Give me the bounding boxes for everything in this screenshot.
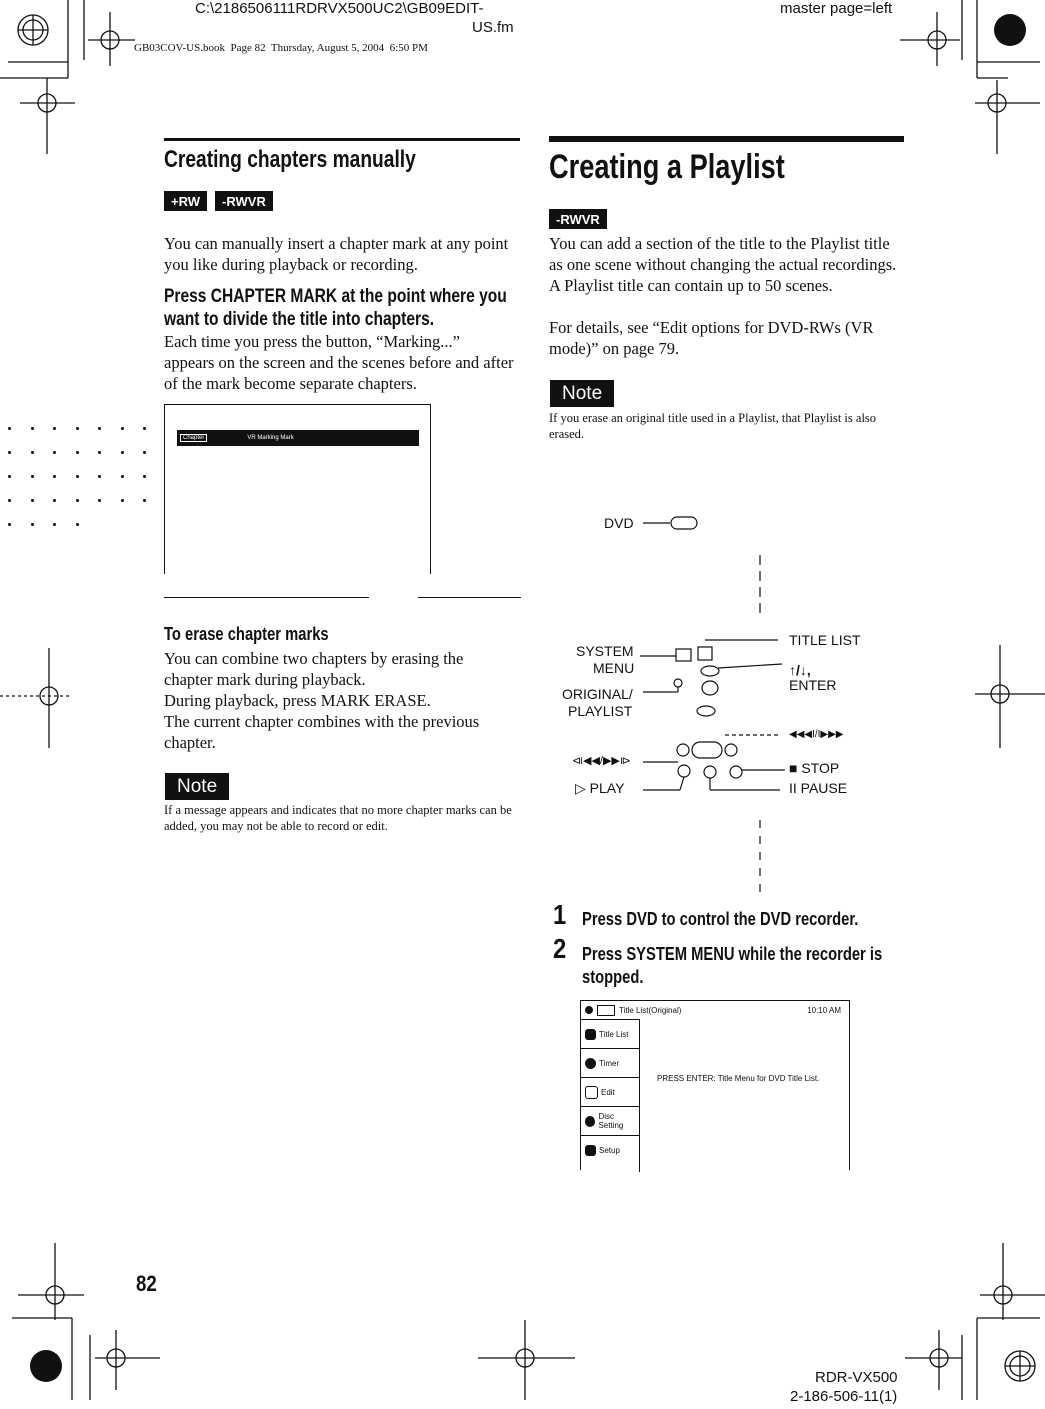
right-heading-rule xyxy=(549,136,904,142)
menu-item-timer-label: Timer xyxy=(599,1058,620,1068)
erase-body-3: The current chapter combines with the previous chapter. xyxy=(164,712,480,752)
right-intro-1: You can add a section of the title to the Playlist title as one scene without changing the actual recordings. A Playlist title can contain up to 50 scenes. xyxy=(549,234,897,295)
menu-label: MENU xyxy=(593,660,635,676)
setup-icon xyxy=(585,1145,596,1156)
system-menu-screen xyxy=(580,1000,850,1170)
marking-screen xyxy=(164,404,431,574)
original-label: ORIGINAL/ xyxy=(562,686,633,702)
step-1-text: Press DVD to control the DVD recorder. xyxy=(582,909,859,929)
step-2-text: Press SYSTEM MENU while the recorder is stopped. xyxy=(582,944,883,987)
erase-body-1: You can combine two chapters by erasing the chapter mark during playback. xyxy=(164,649,464,689)
menu-item-edit[interactable] xyxy=(581,1078,639,1107)
step-2-number: 2 xyxy=(553,933,567,964)
badge-rw-vr-right: -RWVR xyxy=(549,209,607,229)
title-list-icon xyxy=(585,1029,596,1040)
title-list-label: TITLE LIST xyxy=(789,632,861,648)
marking-text: VR Marking Mark xyxy=(247,435,294,441)
menu-title-bar xyxy=(581,1001,849,1019)
badge-plus-rw: +RW xyxy=(164,191,207,211)
prev-next-label: ⧏◀◀/▶▶⧐ xyxy=(572,755,631,767)
left-intro: You can manually insert a chapter mark at any point you like during playback or recording. xyxy=(164,234,509,274)
menu-item-setup-label: Setup xyxy=(599,1146,620,1155)
right-badges xyxy=(549,209,607,229)
left-instruction: Press CHAPTER MARK at the point where you want to divide the title into chapters. xyxy=(164,286,507,330)
file-path-line1: C:\2186506111RDRVX500UC2\GB09EDIT- xyxy=(195,0,484,17)
screen-base-right xyxy=(418,597,521,598)
master-page-label: master page=left xyxy=(780,0,893,17)
menu-message: PRESS ENTER: Title Menu for DVD Title List. xyxy=(657,1074,820,1083)
play-label: ▷ PLAY xyxy=(575,780,625,796)
system-label: SYSTEM xyxy=(576,643,634,659)
arrows-label: ↑/↓, xyxy=(789,662,811,678)
erase-heading: To erase chapter marks xyxy=(164,624,329,644)
disc-icon xyxy=(585,1006,593,1014)
edit-icon xyxy=(585,1086,598,1099)
right-intro-2: For details, see “Edit options for DVD-RWs (VR mode)” on page 79. xyxy=(549,318,874,358)
right-note-label: Note xyxy=(550,380,614,407)
timer-icon xyxy=(585,1058,596,1069)
left-badges xyxy=(164,191,273,211)
scan-label: ◀◀◀I/I▶▶▶ xyxy=(789,729,844,740)
left-heading-rule xyxy=(164,138,520,141)
enter-label: ENTER xyxy=(789,677,837,693)
right-heading: Creating a Playlist xyxy=(549,148,785,186)
menu-item-timer[interactable] xyxy=(581,1049,639,1078)
stop-label: ■ STOP xyxy=(789,760,840,776)
menu-item-disc-setting[interactable] xyxy=(581,1107,639,1136)
book-info-line: GB03COV-US.book Page 82 Thursday, August 5, 2004 6:50 PM xyxy=(134,42,428,54)
left-note-text: If a message appears and indicates that no more chapter marks can be added, you may not be able to record or edit. xyxy=(164,803,512,833)
model-number: RDR-VX500 xyxy=(815,1369,898,1386)
disc-setting-icon xyxy=(585,1116,595,1127)
right-note-text: If you erase an original title used in a Playlist, that Playlist is also erased. xyxy=(549,411,877,441)
marking-bar xyxy=(177,430,419,446)
left-note-label: Note xyxy=(165,773,229,800)
menu-item-title-list[interactable] xyxy=(581,1020,639,1049)
left-heading: Creating chapters manually xyxy=(164,146,416,173)
erase-body-2: During playback, press MARK ERASE. xyxy=(164,691,431,710)
menu-item-disc-setting-label: Disc Setting xyxy=(598,1112,624,1130)
badge-rw-vr: -RWVR xyxy=(215,191,273,211)
left-instruction-body: Each time you press the button, “Marking...” appears on the screen and the scenes before and after of the mark become separate chapters. xyxy=(164,332,514,393)
dvd-label: DVD xyxy=(604,515,634,531)
menu-item-edit-label: Edit xyxy=(601,1087,615,1097)
menu-time: 10:10 AM xyxy=(807,1005,841,1015)
menu-sidebar xyxy=(581,1019,640,1172)
pause-label: II PAUSE xyxy=(789,780,848,796)
chapter-badge: Chapter xyxy=(180,434,207,442)
dvd-rw-icon xyxy=(597,1005,615,1016)
step-1-number: 1 xyxy=(553,899,567,930)
page-number: 82 xyxy=(136,1271,157,1296)
menu-title: Title List(Original) xyxy=(619,1005,682,1015)
menu-item-setup[interactable] xyxy=(581,1136,639,1165)
screen-base-left xyxy=(164,597,369,598)
file-path-line2: US.fm xyxy=(472,19,514,36)
menu-item-title-list-label: Title List xyxy=(599,1029,629,1039)
playlist-label: PLAYLIST xyxy=(568,703,633,719)
document-code: 2-186-506-11(1) xyxy=(790,1388,898,1405)
